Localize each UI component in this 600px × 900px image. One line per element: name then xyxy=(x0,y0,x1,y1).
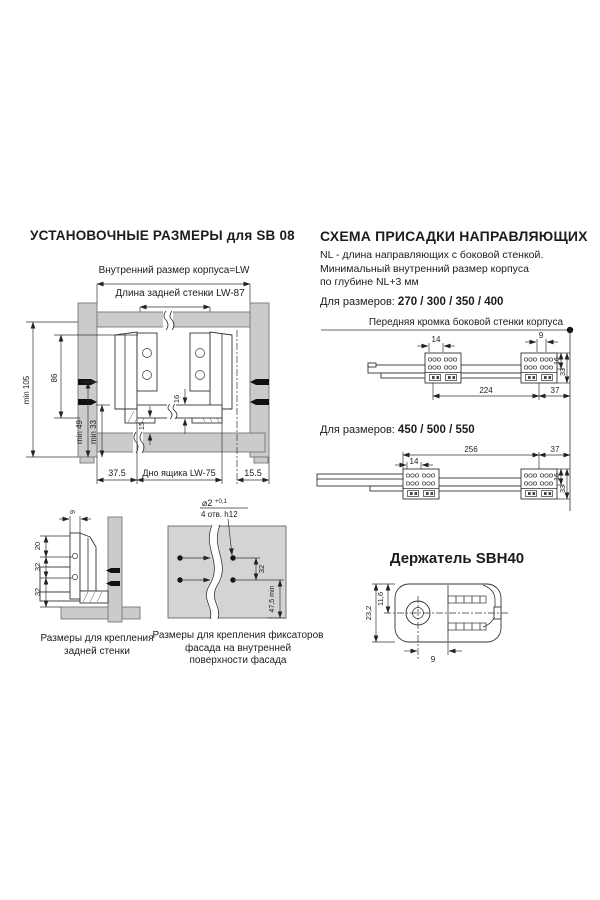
rail1-dim-33: 33 xyxy=(560,368,567,376)
left-section-title: УСТАНОВОЧНЫЕ РАЗМЕРЫ для SB 08 xyxy=(30,228,295,243)
back-wall-fixing-drawing xyxy=(30,503,165,631)
dim-14 xyxy=(417,335,455,352)
rail-diagram-550 xyxy=(317,445,570,499)
holes-count-label: 4 отв. h12 xyxy=(201,510,238,519)
dim-min105 xyxy=(22,322,78,457)
dim-11-6 xyxy=(376,584,388,613)
dim-9 xyxy=(59,510,91,533)
rail1-dim-224: 224 xyxy=(479,386,493,395)
rail2-dim-33: 33 xyxy=(560,485,567,493)
sizes1-label: Для размеров: xyxy=(320,296,395,308)
rail2-dim-256: 256 xyxy=(464,445,478,454)
hole-tolerance-label: +0,1 xyxy=(215,499,227,505)
facade-caption-line1: Размеры для крепления фиксаторов xyxy=(152,630,324,641)
dims-top xyxy=(403,445,570,469)
nl-note-line3: по глубине NL+3 мм xyxy=(320,276,419,288)
rail2-dim-37: 37 xyxy=(550,445,560,454)
holder-dim-23-2: 23,2 xyxy=(364,605,373,621)
hole-diameter-label: ⌀2 xyxy=(202,498,213,508)
dim-label-32-bottom: 32 xyxy=(33,587,42,597)
sizes1-values: 270 / 300 / 350 / 400 xyxy=(397,296,504,308)
dim-label-32-top: 32 xyxy=(33,562,42,572)
dim-label-min105: min 105 xyxy=(22,375,31,405)
holder-body xyxy=(384,584,510,660)
dim-label-min49: min 49 xyxy=(75,419,84,445)
rail2-dim-16: 16 xyxy=(554,473,561,481)
cabinet-bottom-panel xyxy=(97,431,265,454)
holder-drawing xyxy=(350,570,570,670)
dim-label-inner-width: Внутренний размер корпуса=LW xyxy=(98,265,250,276)
nl-note-line1: NL - длина направляющих с боковой стенкой. xyxy=(320,249,544,261)
rail1-dim-37: 37 xyxy=(550,386,560,395)
dim-label-drawer-bottom: Дно ящика LW-75 xyxy=(142,468,216,478)
right-section-title: СХЕМА ПРИСАДКИ НАПРАВЛЯЮЩИХ xyxy=(320,228,588,244)
sizes2-label: Для размеров: xyxy=(320,424,395,436)
facade-caption-line2: фасада на внутренней xyxy=(184,642,292,654)
front-edge-label: Передняя кромка боковой стенки корпуса xyxy=(368,317,563,328)
rail1-dim-9: 9 xyxy=(538,331,544,340)
nl-note xyxy=(320,249,580,290)
dims-bottom xyxy=(433,383,570,400)
dim-label-back-wall: Длина задней стенки LW-87 xyxy=(115,288,245,299)
rail2-dim-14: 14 xyxy=(409,457,419,466)
dim-9 xyxy=(404,642,462,664)
dim-label-47-5: 47,5 min xyxy=(269,585,276,613)
facade-fixing-drawing xyxy=(156,496,320,628)
rail-diagrams xyxy=(315,314,590,520)
sizes-row-1 xyxy=(320,296,503,308)
facade-caption-line3: поверхности фасада xyxy=(189,655,287,666)
rail1-dim-14: 14 xyxy=(431,335,441,344)
sizes2-values: 450 / 500 / 550 xyxy=(397,424,475,436)
dim-label-15: 15 xyxy=(137,421,146,431)
holder-dim-9: 9 xyxy=(430,655,436,664)
nl-note-line2: Минимальный внутренний размер корпуса xyxy=(320,262,529,275)
holder-dim-11-6: 11,6 xyxy=(376,591,385,607)
sizes-row-2 xyxy=(320,424,475,436)
dim-label-32: 32 xyxy=(257,564,266,574)
dim-label-min33: min 33 xyxy=(89,419,98,445)
dim-14 xyxy=(395,457,433,469)
drawer-back-wall xyxy=(97,310,250,330)
dim-label-9: 9 xyxy=(68,509,77,515)
installation-drawing xyxy=(20,258,300,506)
bottom-panel xyxy=(61,607,140,619)
dim-label-16: 16 xyxy=(172,394,181,404)
dim-9 xyxy=(525,331,558,352)
holder-title: Держатель SBH40 xyxy=(389,550,525,567)
drawer-back-profile xyxy=(40,533,108,603)
dim-label-86: 86 xyxy=(50,373,59,383)
dim-label-37-5: 37.5 xyxy=(108,468,126,478)
dim-label-20: 20 xyxy=(33,541,42,551)
rail1-dim-16: 16 xyxy=(554,357,561,365)
back-wall-caption-line2: задней стенки xyxy=(64,645,130,657)
facade-caption xyxy=(143,630,333,668)
rail-diagram-400 xyxy=(368,331,570,400)
dim-label-15-5: 15.5 xyxy=(244,468,262,478)
back-wall-caption-line1: Размеры для крепления xyxy=(40,633,154,644)
